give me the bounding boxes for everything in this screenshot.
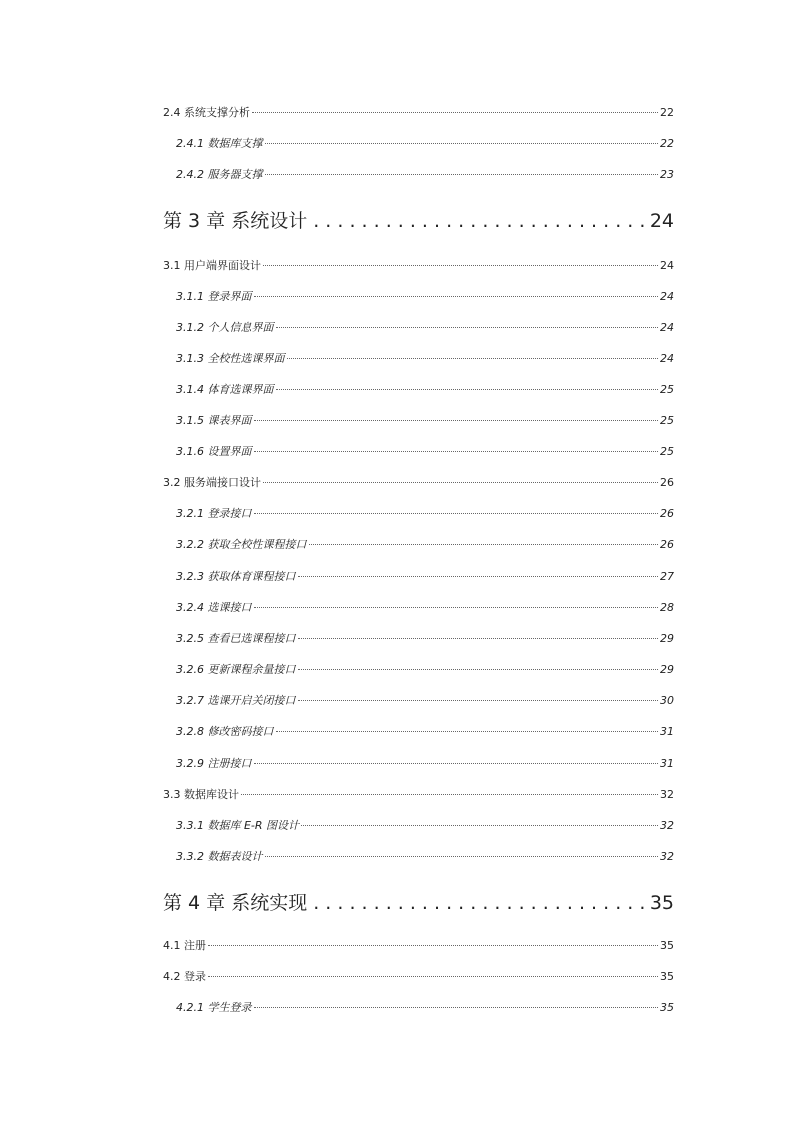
toc-page-number: 32: [660, 850, 674, 863]
toc-entry-title: 4.2.1 学生登录: [176, 1001, 252, 1014]
toc-entry-title: 3.1.4 体育选课界面: [176, 383, 274, 396]
toc-page-number: 24: [660, 352, 674, 365]
toc-entry-title: 2.4.2 服务器支撑: [176, 168, 263, 181]
dot-leader: [265, 174, 659, 175]
toc-entry[interactable]: [0, 692, 674, 708]
toc-entry-title: 3.2.1 登录接口: [176, 507, 252, 520]
toc-page-number: 35: [660, 1001, 674, 1014]
dot-leader: [254, 763, 659, 764]
toc-page-number: 29: [660, 663, 674, 676]
toc-entry[interactable]: [0, 474, 674, 490]
dot-leader: [263, 265, 658, 266]
toc-page-number: 26: [660, 507, 674, 520]
dot-leader: [287, 358, 659, 359]
toc-entry-title: 2.4.1 数据库支撑: [176, 137, 263, 150]
dot-leader: [313, 210, 644, 232]
toc-page-number: 26: [660, 538, 674, 551]
toc-entry[interactable]: [0, 599, 674, 615]
toc-page-number: 32: [660, 819, 674, 832]
dot-leader: [309, 544, 659, 545]
toc-entry-title: 3.2.3 获取体育课程接口: [176, 570, 296, 583]
toc-page-number: 29: [660, 632, 674, 645]
toc-entry-title: 3.2 服务端接口设计: [163, 476, 261, 489]
toc-entry[interactable]: [0, 288, 674, 304]
toc-chapter-entry[interactable]: [0, 206, 674, 233]
toc-entry[interactable]: [0, 319, 674, 335]
dot-leader: [208, 976, 658, 977]
dot-leader: [254, 513, 659, 514]
dot-leader: [265, 856, 659, 857]
toc-entry[interactable]: [0, 350, 674, 366]
toc-entry-title: 3.1.2 个人信息界面: [176, 321, 274, 334]
toc-entry[interactable]: [0, 968, 674, 984]
dot-leader: [254, 607, 659, 608]
toc-page-number: 24: [660, 321, 674, 334]
toc-page-number: 31: [660, 725, 674, 738]
dot-leader: [241, 794, 658, 795]
toc-page-number: 31: [660, 757, 674, 770]
toc-entry-title: 3.2.9 注册接口: [176, 757, 252, 770]
toc-page-number: 30: [660, 694, 674, 707]
toc-entry-title: 3.2.6 更新课程余量接口: [176, 663, 296, 676]
toc-entry[interactable]: [0, 443, 674, 459]
toc-entry-title: 第 3 章 系统设计: [163, 210, 308, 232]
dot-leader: [208, 945, 658, 946]
dot-leader: [263, 482, 658, 483]
toc-page-number: 24: [660, 259, 674, 272]
toc-entry[interactable]: [0, 937, 674, 953]
toc-entry[interactable]: [0, 568, 674, 584]
toc-page-number: 28: [660, 601, 674, 614]
toc-page-number: 35: [660, 970, 674, 983]
toc-entry[interactable]: [0, 817, 674, 833]
toc-entry-title: 3.1 用户端界面设计: [163, 259, 261, 272]
toc-entry[interactable]: [0, 755, 674, 771]
toc-page-number: 25: [660, 383, 674, 396]
toc-entry[interactable]: [0, 257, 674, 273]
dot-leader: [254, 296, 659, 297]
dot-leader: [276, 327, 659, 328]
dot-leader: [254, 420, 659, 421]
toc-entry[interactable]: [0, 166, 674, 182]
toc-page-number: 35: [660, 939, 674, 952]
toc-entry-title: 3.2.4 选课接口: [176, 601, 252, 614]
toc-entry[interactable]: [0, 536, 674, 552]
toc-page-number: 35: [649, 892, 674, 914]
toc-entry-title: 3.1.6 设置界面: [176, 445, 252, 458]
toc-page-number: 22: [660, 137, 674, 150]
toc-page-number: 22: [660, 106, 674, 119]
toc-entry[interactable]: [0, 848, 674, 864]
toc-entry-title: 3.3.1 数据库 E-R 图设计: [176, 819, 300, 832]
dot-leader: [313, 892, 644, 914]
dot-leader: [301, 825, 658, 826]
toc-entry-title: 3.2.8 修改密码接口: [176, 725, 274, 738]
toc-entry[interactable]: [0, 630, 674, 646]
toc-entry-title: 4.2 登录: [163, 970, 206, 983]
dot-leader: [265, 143, 659, 144]
toc-entry-title: 第 4 章 系统实现: [163, 892, 308, 914]
toc-page-number: 32: [660, 788, 674, 801]
toc-entry[interactable]: [0, 412, 674, 428]
dot-leader: [298, 638, 659, 639]
toc-entry[interactable]: [0, 723, 674, 739]
dot-leader: [254, 1007, 659, 1008]
toc-entry-title: 3.3.2 数据表设计: [176, 850, 263, 863]
toc-entry[interactable]: [0, 381, 674, 397]
toc-entry-title: 2.4 系统支撑分析: [163, 106, 250, 119]
toc-entry-title: 3.2.5 查看已选课程接口: [176, 632, 296, 645]
dot-leader: [276, 389, 659, 390]
toc-entry-title: 3.1.1 登录界面: [176, 290, 252, 303]
toc-page-number: 27: [660, 570, 674, 583]
toc-page-number: 26: [660, 476, 674, 489]
toc-entry[interactable]: [0, 786, 674, 802]
toc-chapter-entry[interactable]: [0, 888, 674, 915]
toc-page-number: 23: [660, 168, 674, 181]
toc-page-number: 25: [660, 445, 674, 458]
toc-entry[interactable]: [0, 104, 674, 120]
toc-page-number: 24: [660, 290, 674, 303]
toc-entry-title: 3.3 数据库设计: [163, 788, 239, 801]
dot-leader: [298, 669, 659, 670]
toc-entry-title: 3.2.7 选课开启关闭接口: [176, 694, 296, 707]
toc-page-number: 24: [649, 210, 674, 232]
dot-leader: [252, 112, 658, 113]
toc-page-number: 25: [660, 414, 674, 427]
dot-leader: [298, 700, 659, 701]
dot-leader: [276, 731, 659, 732]
dot-leader: [298, 576, 659, 577]
toc-entry[interactable]: [0, 135, 674, 151]
toc-entry[interactable]: [0, 505, 674, 521]
toc-entry-title: 3.1.5 课表界面: [176, 414, 252, 427]
dot-leader: [254, 451, 659, 452]
toc-entry[interactable]: [0, 999, 674, 1015]
toc-entry-title: 3.1.3 全校性选课界面: [176, 352, 285, 365]
toc-entry-title: 3.2.2 获取全校性课程接口: [176, 538, 307, 551]
toc-entry-title: 4.1 注册: [163, 939, 206, 952]
toc-entry[interactable]: [0, 661, 674, 677]
